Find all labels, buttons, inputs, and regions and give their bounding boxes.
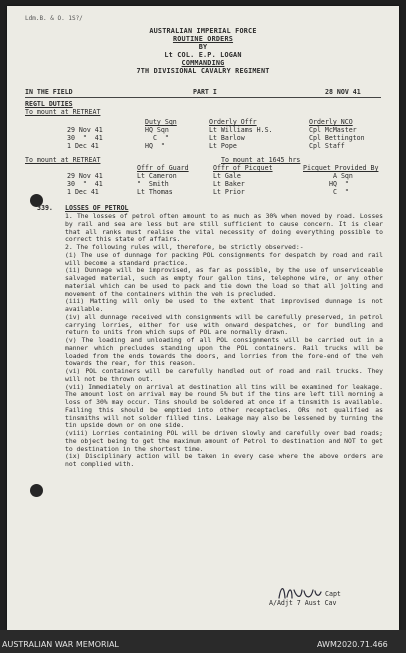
paragraph: (iv) all dunnage received with consignments will be carefully preserved, in petrol carrying lorries, either for use with onward despatches, or for bundling and return to units from which sups of POL are normally drawn.: [65, 312, 383, 337]
officer-name: Lt COL. E.P. LOGAN: [164, 51, 242, 59]
order-date: 28 NOV 41: [325, 88, 361, 96]
duties-subheading: To mount at RETREAT: [25, 108, 101, 116]
duty-date: 1 Dec 41: [67, 142, 99, 150]
archive-name: AUSTRALIAN WAR MEMORIAL: [2, 640, 119, 649]
duty-offr: Lt Barlow: [209, 134, 245, 142]
unit-name: 7TH DIVISIONAL CAVALRY REGIMENT: [136, 67, 270, 75]
duty-sqn: HQ ": [145, 142, 165, 150]
by-line: BY: [198, 43, 208, 51]
document-page: [7, 6, 399, 630]
paragraph: 1. The losses of petrol often amount to as much as 30% when moved by road. Losses by rail and sea are less but are still sufficient to cause concern. It is clear that all ranks must realise the vital necessity of doing everything possible to correct this state of affairs.: [65, 212, 383, 244]
duty-sqn: HQ Sqn: [145, 126, 169, 134]
archive-footer: [0, 630, 406, 653]
col-picquet-by: Picquet Provided By: [303, 164, 379, 172]
duty-nco: Cpl McMaster: [309, 126, 357, 134]
paragraph: (viii) Lorries containing POL will be driven slowly and carefully over bad roads; the object being to get the maximum amount of Petrol to destination and NOT to get to destination in the shortest time.: [65, 429, 383, 453]
paragraph: 2. The following rules will, therefore, be strictly observed:-: [65, 243, 304, 251]
guard-date: 29 Nov 41: [67, 172, 103, 180]
guard-date: 30 " 41: [67, 180, 103, 188]
part-label: PART I: [193, 88, 217, 96]
duty-date: 29 Nov 41: [67, 126, 103, 134]
paragraph: (iii) Matting will only be used to the extent that improvised dunnage is not available.: [65, 297, 383, 313]
duty-sqn: C ": [153, 134, 169, 142]
order-heading: LOSSES OF PETROL: [65, 204, 129, 212]
duty-offr: Lt Williams H.S.: [209, 126, 273, 134]
duty-offr: Lt Pope: [209, 142, 237, 150]
archive-id: AWM2020.71.466: [317, 640, 388, 649]
org-heading: AUSTRALIAN IMPERIAL FORCE: [149, 27, 257, 35]
guard-offr: Lt Cameron: [137, 172, 177, 180]
col-duty-sqn: Duty Sqn: [145, 118, 177, 126]
signature-role: A/Adjt 7 Aust Cav: [269, 599, 337, 607]
place-label: IN THE FIELD: [25, 88, 73, 96]
duty-nco: Cpl Staff: [309, 142, 345, 150]
col-orderly-nco: Orderly NCO: [309, 118, 353, 126]
picquet-offr: Lt Baker: [213, 180, 245, 188]
picquet-by: A Sqn: [333, 172, 353, 180]
signature-rank: Capt: [325, 590, 341, 598]
duty-date: 30 " 41: [67, 134, 103, 142]
paragraph: (vii) Immediately on arrival at destination all tins will be examined for leakage. The amount lost on arrival may be round 5% but if the tins are left till morning a loss of 30% may occur. Tins should be soldered at once if a tinsmith is available. Failing this should be emptied into other receptacles. ORs not qualified as tinsmiths will not solder filled tins. Leakage may also be lessened by turning the tin upside down or on one side.: [65, 382, 383, 430]
picquet-offr: Lt Prior: [213, 188, 245, 196]
picquet-subheading: To mount at 1645 hrs: [221, 156, 301, 164]
duties-heading: REGTL DUTIES: [25, 100, 73, 108]
order-number: 339.: [37, 204, 53, 212]
guard-subheading: To mount at RETREAT: [25, 156, 101, 164]
punch-hole: [30, 484, 43, 497]
duty-nco: Cpl Bettington: [309, 134, 365, 142]
reference-stamp: Ldm.B. & O. 1S?/: [25, 15, 83, 22]
paragraph: (v) The loading and unloading of all POL consignments will be carried out in a manner which precludes standing upon the POL containers. Rail trucks will be loaded from the ends towards the doors, and lorries from the fore-end of the veh towards the rear, for this reason.: [65, 336, 383, 368]
paragraph: (ix) Disciplinary action will be taken in every case where the above orders are not complied with.: [65, 452, 383, 468]
guard-date: 1 Dec 41: [67, 188, 99, 196]
orders-title: ROUTINE ORDERS: [172, 35, 234, 43]
picquet-by: C ": [333, 188, 349, 196]
guard-offr: Lt Thomas: [137, 188, 173, 196]
paragraph: (ii) Dunnage will be improvised, as far as possible, by the use of unserviceable salvaged material, such as empty four gallon tins, telephone wire, or any other material which can be used to pack and tie down the load so that all jolting and movement of the containers within the veh is precluded.: [65, 266, 383, 298]
guard-offr: " Smith: [137, 180, 169, 188]
paragraph: (vi) POL containers will be carefully handled out of road and rail trucks. They will not be thrown out.: [65, 367, 383, 383]
picquet-by: HQ ": [329, 180, 349, 188]
paragraph: (i) The use of dunnage for packing POL consignments for despatch by road and rail will become a standard practice.: [65, 250, 383, 267]
col-offr-picquet: Offr of Picquet: [213, 164, 273, 172]
commanding-line: COMMANDING: [181, 59, 225, 67]
col-offr-guard: Offr of Guard: [137, 164, 189, 172]
picquet-offr: Lt Gale: [213, 172, 241, 180]
order-body: [65, 213, 383, 469]
col-orderly-offr: Orderly Offr: [209, 118, 257, 126]
divider: [25, 97, 381, 98]
